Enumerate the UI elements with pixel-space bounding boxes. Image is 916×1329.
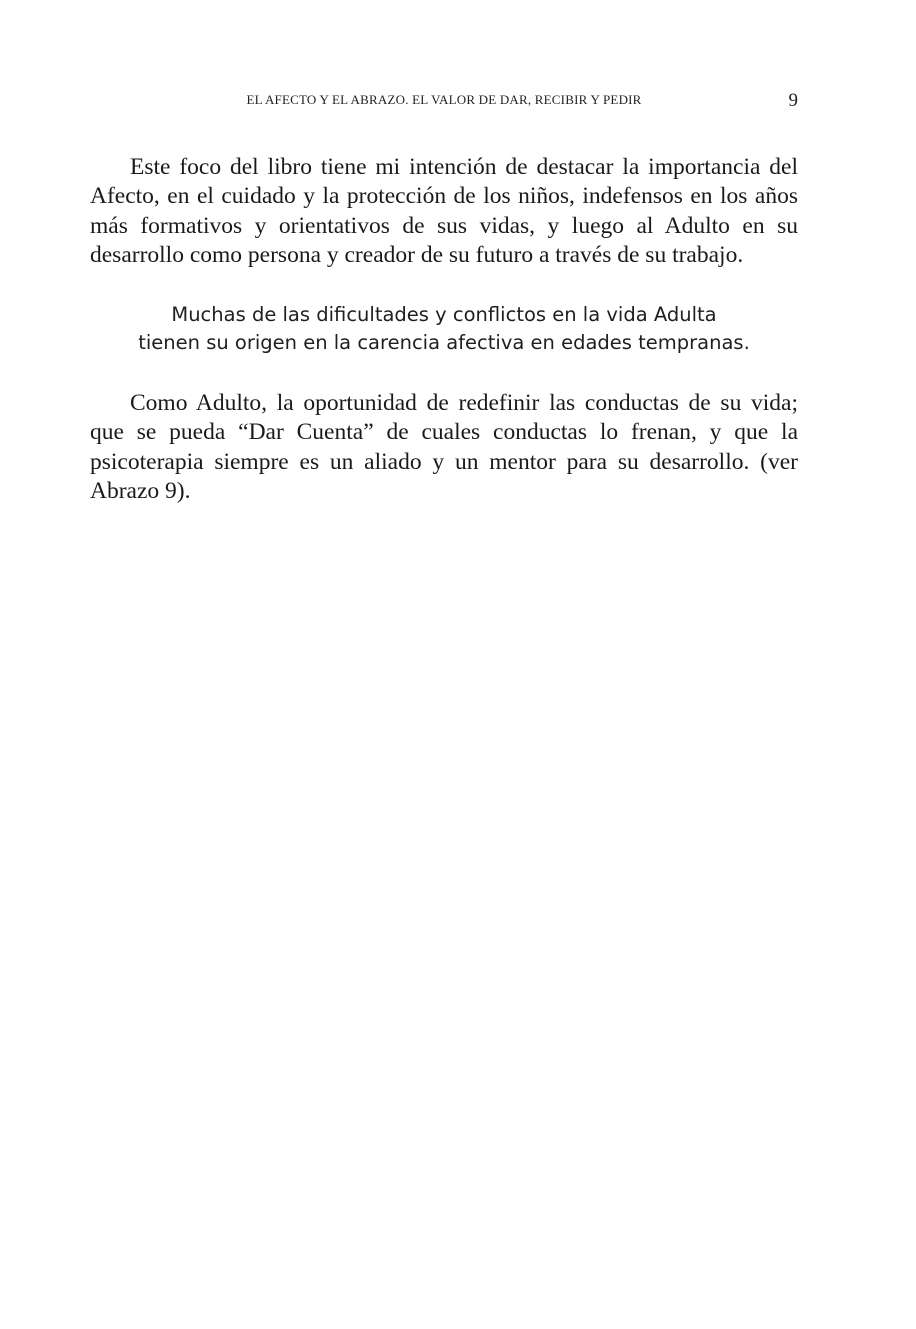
paragraph-text: Como Adulto, la oportunidad de redefinir las conductas de su vida; que se pueda “Dar Cuenta” de cuales conductas lo frenan, y que la psicoterapia siempre es un aliado y un mentor para su desarrollo. (ver Abrazo 9). — [90, 390, 798, 504]
body-paragraph-1 — [90, 153, 798, 270]
quote-line-1: Muchas de las dificultades y conflictos en la vida Adulta — [171, 303, 717, 326]
running-title: EL AFECTO Y EL ABRAZO. EL VALOR DE DAR, RECIBIR Y PEDIR — [246, 92, 642, 107]
running-header — [90, 92, 798, 112]
highlight-quote — [90, 301, 798, 357]
quote-line-2: tienen su origen en la carencia afectiva en edades tempranas. — [138, 331, 750, 354]
body-paragraph-2 — [90, 389, 798, 506]
paragraph-text: Este foco del libro tiene mi intención de destacar la importancia del Afecto, en el cuidado y la protección de los niños, indefensos en los años más formativos y orientativos de sus vidas, y luego al Adulto en su desarrollo como persona y creador de su futuro a través de su trabajo. — [90, 154, 798, 268]
page-number: 9 — [788, 90, 798, 111]
